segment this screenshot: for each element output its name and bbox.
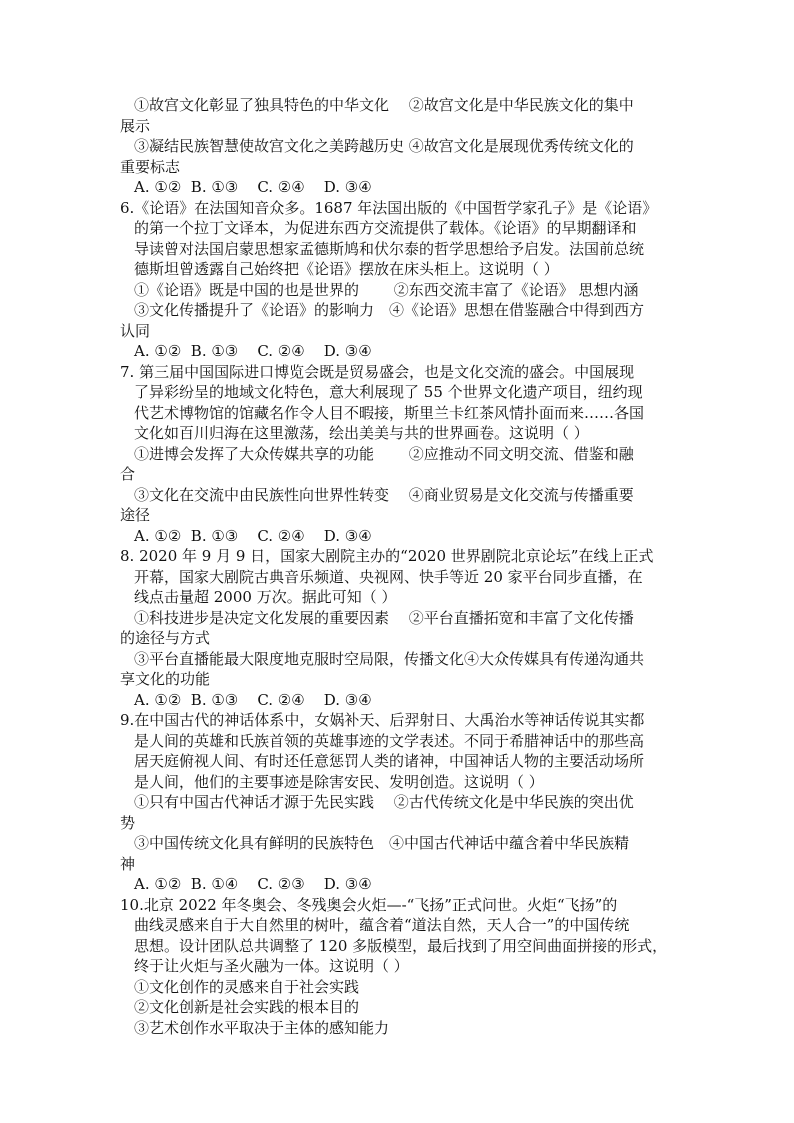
text-line: 代艺术博物馆的馆藏名作令人目不暇接，斯里兰卡红茶风情扑面而来……各国 <box>134 403 645 422</box>
question-q10 <box>120 895 680 1039</box>
question-q6 <box>120 198 680 362</box>
text-line: 认同 <box>120 321 151 340</box>
text-line: 导读曾对法国启蒙思想家孟德斯鸠和伏尔泰的哲学思想给予启发。法国前总统 <box>134 239 645 258</box>
text-line: 合 <box>120 465 136 483</box>
text-line: 德斯坦曾透露自己始终把《论语》摆放在床头柜上。这说明（ ） <box>134 260 559 278</box>
text-line: 的途径与方式 <box>120 629 211 647</box>
text-line: 8. 2020 年 9 月 9 日，国家大剧院主办的“2020 世界剧院北京论坛”在线上正式 <box>120 547 654 565</box>
text-line: 享文化的功能 <box>120 670 211 688</box>
text-line: ③凝结民族智慧使故宫文化之美跨越历史 ④故宫文化是展现优秀传统文化的 <box>134 137 634 155</box>
text-line: 了异彩纷呈的地域文化特色，意大利展现了 55 个世界文化遗产项目，纽约现 <box>134 383 643 401</box>
text-line: 途径 <box>120 506 151 524</box>
question-q5-tail <box>120 95 680 198</box>
text-line: ③中国传统文化具有鲜明的民族特色 ④中国古代神话中蕴含着中华民族精 <box>134 834 630 852</box>
text-line: 思想。设计团队总共调整了 120 多版模型，最后找到了用空间曲面拼接的形式， <box>134 936 668 955</box>
text-line: ③文化传播提升了《论语》的影响力 ④《论语》思想在借鉴融合中得到西方 <box>134 301 645 319</box>
text-line: ②文化创新是社会实践的根本目的 <box>134 998 360 1016</box>
text-line: 10.北京 2022 年冬奥会、冬残奥会火炬—-“飞扬”正式问世。火炬“飞扬”的 <box>120 895 618 914</box>
text-line: ③艺术创作水平取决于主体的感知能力 <box>134 1018 390 1037</box>
text-line: ①科技进步是决定文化发展的重要因素 ②平台直播拓宽和丰富了文化传播 <box>134 608 634 627</box>
text-line: ①《论语》既是中国的也是世界的 ②东西交流丰富了《论语》 思想内涵 <box>134 280 639 299</box>
answer-options: A. ①② B. ①③ C. ②④ D. ③④ <box>134 690 372 709</box>
text-line: ①进博会发挥了大众传媒共享的功能 ②应推动不同文明交流、借鉴和融 <box>134 444 634 463</box>
answer-options: A. ①② B. ①③ C. ②④ D. ③④ <box>134 526 372 545</box>
answer-options: A. ①② B. ①④ C. ②③ D. ③④ <box>134 875 372 893</box>
question-q8 <box>120 546 680 710</box>
text-line: 线点击量超 2000 万次。据此可知（ ） <box>134 588 397 606</box>
text-line: 7. 第三届中国国际进口博览会既是贸易盛会，也是文化交流的盛会。中国展现 <box>120 362 635 381</box>
text-line: 是人间的英雄和氏族首领的英雄事迹的文学表述。不同于希腊神话中的那些高 <box>134 731 645 750</box>
text-line: 终于让火炬与圣火融为一体。这说明（ ） <box>134 957 409 975</box>
text-line: 神 <box>120 854 136 873</box>
question-q9 <box>120 710 680 895</box>
text-line: 开幕，国家大剧院古典音乐频道、央视网、快手等近 20 家平台同步直播，在 <box>134 567 643 586</box>
text-line: 9.在中国古代的神话体系中，女娲补天、后羿射日、大禹治水等神话传说其实都 <box>120 711 645 729</box>
text-line: 6.《论语》在法国知音众多。1687 年法国出版的《中国哲学家孔子》是《论语》 <box>120 198 658 217</box>
text-line: 势 <box>120 813 136 832</box>
text-line: ③文化在交流中由民族性向世界性转变 ④商业贸易是文化交流与传播重要 <box>134 485 634 504</box>
answer-options: A. ①② B. ①③ C. ②④ D. ③④ <box>134 342 372 360</box>
text-line: 是人间，他们的主要事迹是除害安民、发明创造。这说明（ ） <box>134 772 544 791</box>
text-line: 曲线灵感来自于大自然里的树叶，蕴含着“道法自然，天人合一”的中国传统 <box>134 916 630 934</box>
text-line: ①只有中国古代神话才源于先民实践 ②古代传统文化是中华民族的突出优 <box>134 793 634 811</box>
text-line: 重要标志 <box>120 157 181 176</box>
question-q7 <box>120 362 680 547</box>
text-line: ③平台直播能最大限度地克服时空局限，传播文化④大众传媒具有传递沟通共 <box>134 649 645 668</box>
text-line: 的第一个拉丁文译本，为促进东西方交流提供了载体。《论语》的早期翻译和 <box>134 219 637 237</box>
question-list <box>120 95 680 1038</box>
text-line: ①故宫文化彰显了独具特色的中华文化 ②故宫文化是中华民族文化的集中 <box>134 96 634 114</box>
text-line: 居天庭俯视人间、有时还任意惩罚人类的诸神，中国神话人物的主要活动场所 <box>134 752 645 770</box>
text-line: ①文化创作的灵感来自于社会实践 <box>134 977 360 996</box>
text-line: 文化如百川归海在这里激荡，绘出美美与共的世界画卷。这说明（ ） <box>134 424 589 442</box>
answer-options: A. ①② B. ①③ C. ②④ D. ③④ <box>134 178 372 196</box>
text-line: 展示 <box>120 116 151 135</box>
